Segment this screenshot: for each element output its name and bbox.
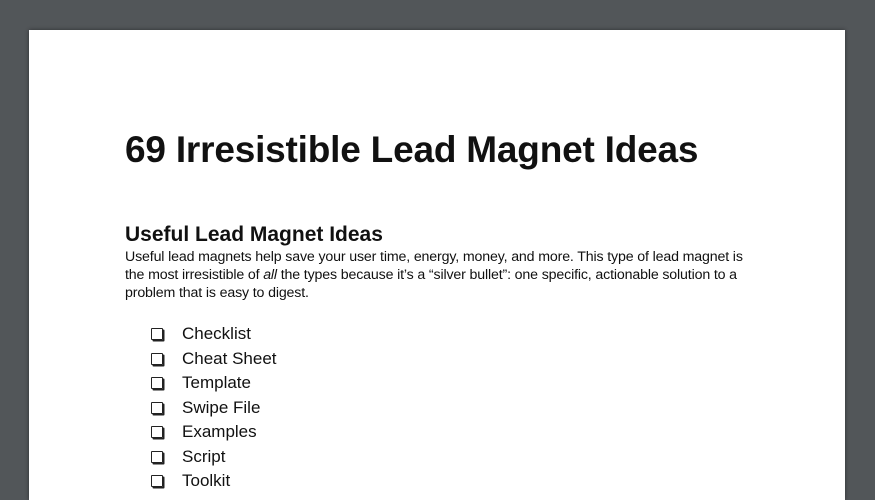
section-heading: Useful Lead Magnet Ideas (125, 223, 383, 246)
intro-text-end: the types because it’s a “silver bullet”: one specific, actionable solution to a problem that is easy to digest. (125, 267, 737, 301)
list-item (151, 322, 755, 347)
pdf-page (29, 30, 845, 500)
intro-emphasis: all (263, 267, 277, 283)
list-item-label: Examples (182, 422, 257, 442)
list-item-label: Toolkit (182, 471, 231, 491)
checkbox-icon (151, 451, 163, 463)
list-item-label: Checklist (182, 324, 251, 344)
checkbox-icon (151, 353, 163, 365)
checkbox-icon (151, 402, 163, 414)
list-item-label: Template (182, 373, 251, 393)
checkbox-icon (151, 426, 163, 438)
intro-text-start: Useful lead magnets help save your user time, energy, money, and more. This type of lead magnet is the most irresistible of (125, 249, 743, 283)
list-item (151, 420, 755, 445)
lead-magnet-checklist (125, 322, 755, 494)
checkbox-icon (151, 328, 163, 340)
list-item (151, 445, 755, 470)
document-title: 69 Irresistible Lead Magnet Ideas (125, 129, 699, 170)
list-item (151, 396, 755, 421)
checkbox-icon (151, 377, 163, 389)
list-item (151, 371, 755, 396)
list-item-label: Cheat Sheet (182, 348, 277, 368)
checkbox-icon (151, 475, 163, 487)
list-item (151, 469, 755, 494)
list-item (151, 347, 755, 372)
section-intro (125, 248, 755, 302)
list-item-label: Swipe File (182, 397, 261, 417)
list-item-label: Script (182, 446, 226, 466)
page-content (125, 127, 755, 494)
